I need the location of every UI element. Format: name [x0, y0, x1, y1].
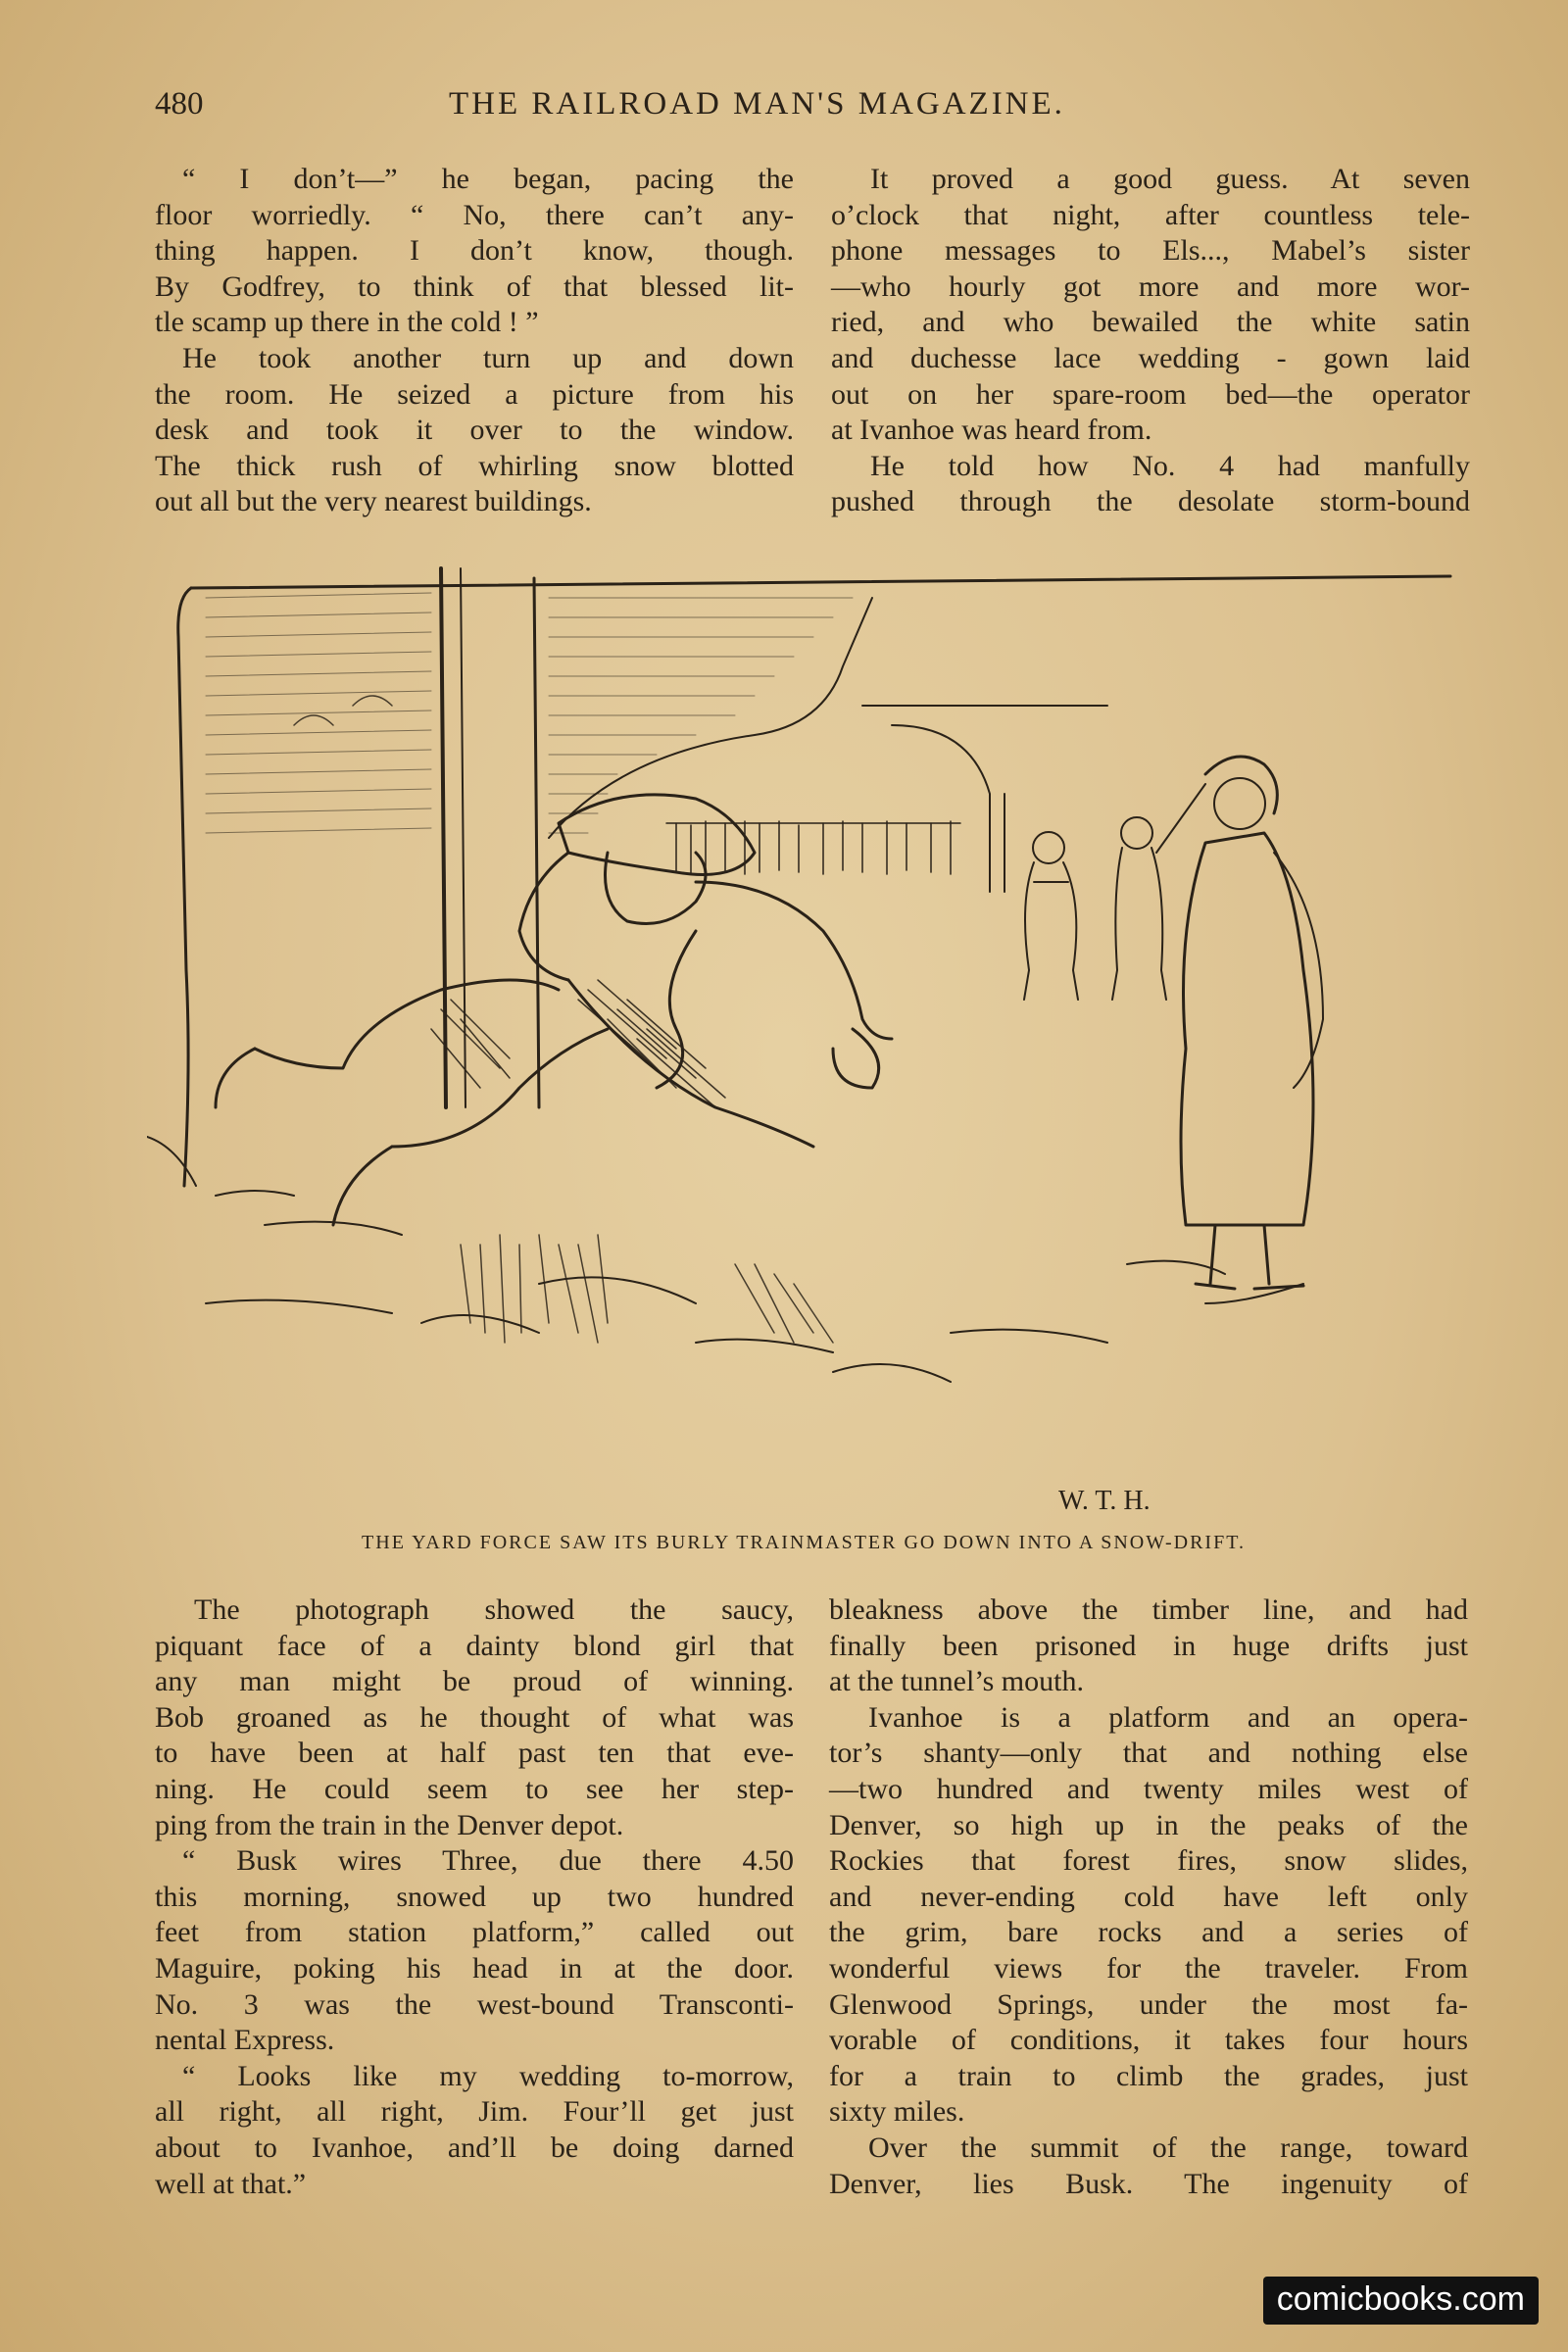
text-line: and duchesse lace wedding - gown laid — [831, 341, 1470, 374]
text-line: desk and took it over to the window. — [155, 414, 794, 447]
text-line: Maguire, poking his head in at the door. — [155, 1951, 794, 1984]
text-line: floor worriedly. “ No, there can’t any- — [155, 198, 794, 231]
text-line: at Ivanhoe was heard from. — [831, 414, 1152, 447]
text-line: —who hourly got more and more wor- — [831, 270, 1470, 303]
text-line: Bob groaned as he thought of what was — [155, 1700, 794, 1734]
text-line: pushed through the desolate storm-bound — [831, 485, 1470, 518]
illustration — [147, 559, 1460, 1509]
snow-drift-drawing — [147, 559, 1460, 1509]
text-line: Rockies that forest fires, snow slides, — [829, 1844, 1468, 1878]
text-line: Glenwood Springs, under the most fa- — [829, 1987, 1468, 2021]
text-line: this morning, snowed up two hundred — [155, 1880, 794, 1913]
site-watermark: comicbooks.com — [1263, 2277, 1539, 2325]
text-line: ning. He could seem to see her step- — [155, 1772, 794, 1805]
page-header — [155, 86, 1470, 135]
text-line: at the tunnel’s mouth. — [829, 1665, 1084, 1698]
text-line: finally been prisoned in huge drifts just — [829, 1629, 1468, 1662]
text-line: No. 3 was the west-bound Transconti- — [155, 1987, 794, 2021]
text-line: any man might be proud of winning. — [155, 1665, 794, 1698]
text-line: and never-ending cold have left only — [829, 1880, 1468, 1913]
text-line: the grim, bare rocks and a series of — [829, 1916, 1468, 1949]
text-line: “ I don’t—” he began, pacing the — [182, 163, 794, 195]
text-line: tor’s shanty—only that and nothing else — [829, 1737, 1468, 1770]
text-line: It proved a good guess. At seven — [870, 163, 1470, 195]
text-line: piquant face of a dainty blond girl that — [155, 1629, 794, 1662]
bottom-right-column — [829, 1592, 1468, 2202]
running-title: THE RAILROAD MAN'S MAGAZINE. — [449, 86, 1065, 122]
text-line: ping from the train in the Denver depot. — [155, 1808, 624, 1841]
text-line: Ivanhoe is a platform and an opera- — [868, 1700, 1468, 1734]
text-line: feet from station platform,” called out — [155, 1916, 794, 1949]
text-line: Denver, so high up in the peaks of the — [829, 1808, 1468, 1841]
text-line: for a train to climb the grades, just — [829, 2059, 1468, 2092]
text-line: bleakness above the timber line, and had — [829, 1593, 1468, 1626]
text-line: ried, and who bewailed the white satin — [831, 306, 1470, 339]
text-line: He took another turn up and down — [182, 341, 794, 374]
text-line: all right, all right, Jim. Four’ll get just — [155, 2095, 794, 2129]
text-line: He told how No. 4 had manfully — [870, 449, 1470, 482]
text-line: wonderful views for the traveler. From — [829, 1951, 1468, 1984]
text-line: Denver, lies Busk. The ingenuity of — [829, 2167, 1468, 2200]
text-line: The photograph showed the saucy, — [194, 1593, 794, 1626]
text-line: “ Looks like my wedding to-morrow, — [182, 2059, 794, 2092]
text-line: o’clock that night, after countless tele- — [831, 198, 1470, 231]
text-line: about to Ivanhoe, and’ll be doing darned — [155, 2131, 794, 2164]
text-line: out on her spare-room bed—the operator — [831, 377, 1470, 411]
text-line: phone messages to Els..., Mabel’s sister — [831, 234, 1470, 268]
text-line: nental Express. — [155, 2024, 335, 2057]
text-line: to have been at half past ten that eve- — [155, 1737, 794, 1770]
text-line: vorable of conditions, it takes four hours — [829, 2024, 1468, 2057]
artist-signature: W. T. H. — [1058, 1486, 1151, 1509]
text-line: out all but the very nearest buildings. — [155, 485, 592, 518]
text-line: By Godfrey, to think of that blessed lit- — [155, 270, 794, 303]
text-line: The thick rush of whirling snow blotted — [155, 449, 794, 482]
top-left-column — [155, 162, 794, 520]
text-line: sixty miles. — [829, 2095, 965, 2129]
text-line: well at that.” — [155, 2167, 307, 2200]
text-line: thing happen. I don’t know, though. — [155, 234, 794, 268]
top-right-column — [831, 162, 1470, 520]
text-line: “ Busk wires Three, due there 4.50 — [182, 1844, 794, 1878]
page-number: 480 — [155, 86, 204, 122]
text-line: the room. He seized a picture from his — [155, 377, 794, 411]
text-line: —two hundred and twenty miles west of — [829, 1772, 1468, 1805]
illustration-caption: THE YARD FORCE SAW ITS BURLY TRAINMASTER GO DOWN INTO A SNOW-DRIFT. — [362, 1532, 1246, 1553]
bottom-left-column — [155, 1592, 794, 2202]
text-line: Over the summit of the range, toward — [868, 2131, 1468, 2164]
text-line: tle scamp up there in the cold ! ” — [155, 306, 539, 339]
